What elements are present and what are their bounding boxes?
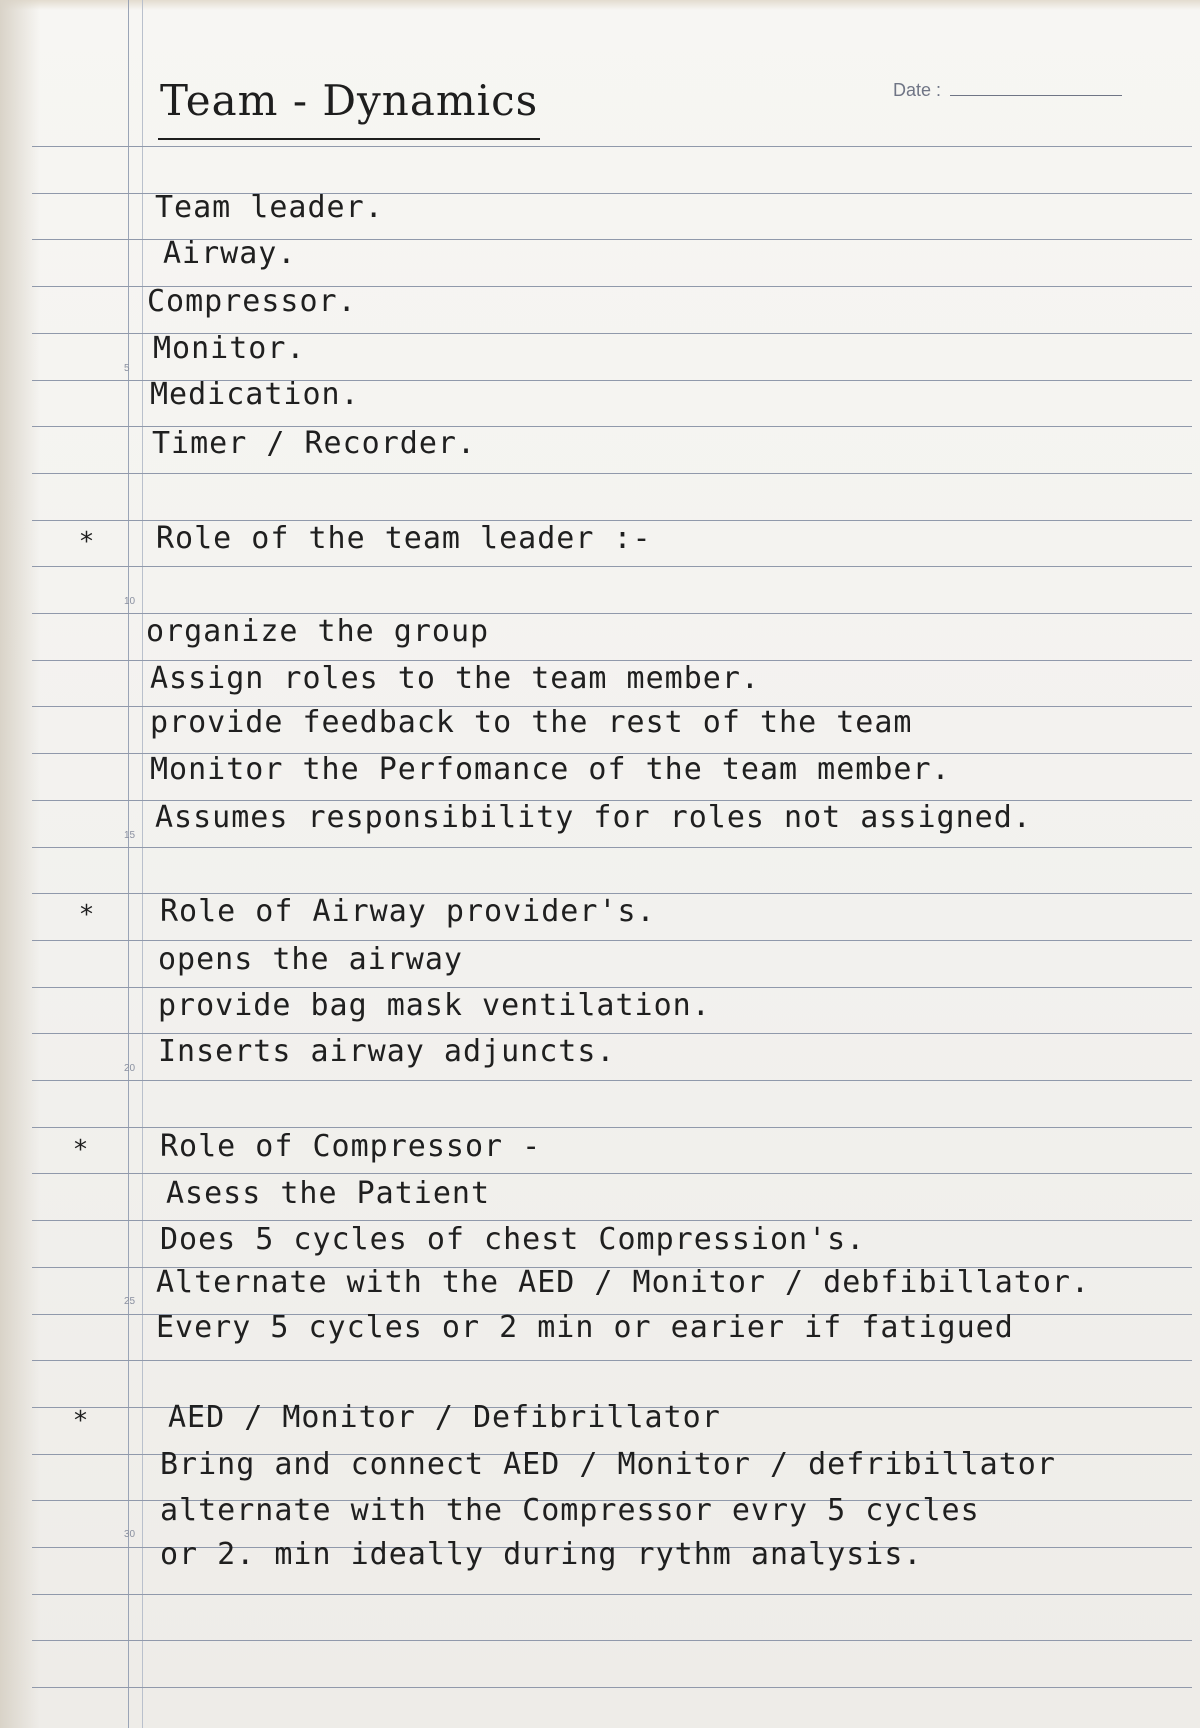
team-role-item: Team leader.	[155, 190, 384, 225]
list-item: Every 5 cycles or 2 min or earier if fatigued	[156, 1310, 1014, 1345]
date-field-line	[950, 95, 1122, 96]
ruled-line	[32, 1173, 1192, 1174]
section-heading: Role of the team leader :-	[156, 521, 652, 556]
section-heading: AED / Monitor / Defibrillator	[168, 1400, 721, 1435]
line-number: 25	[124, 1296, 136, 1307]
section-heading: Role of Compressor -	[160, 1129, 542, 1164]
list-item: Assumes responsibility for roles not assigned.	[155, 800, 1032, 835]
team-role-item: Airway.	[163, 236, 297, 271]
bullet-star: *	[74, 1406, 87, 1436]
line-number: 20	[124, 1063, 136, 1074]
ruled-line	[32, 1127, 1192, 1128]
line-number: 15	[124, 830, 136, 841]
team-role-item: Timer / Recorder.	[152, 426, 477, 461]
team-role-item: Monitor.	[153, 331, 306, 366]
team-role-item: Medication.	[150, 377, 360, 412]
list-item: Inserts airway adjuncts.	[158, 1034, 616, 1069]
ruled-line	[32, 1687, 1192, 1688]
ruled-line	[32, 1360, 1192, 1361]
line-number: 5	[124, 363, 130, 374]
page-binding-edge	[0, 0, 40, 1728]
list-item: or 2. min ideally during rythm analysis.	[160, 1537, 923, 1572]
ruled-line	[32, 1220, 1192, 1221]
ruled-line	[32, 473, 1192, 474]
ruled-line	[32, 847, 1192, 848]
bullet-star: *	[80, 900, 93, 930]
list-item: Does 5 cycles of chest Compression's.	[160, 1222, 866, 1257]
page-title: Team - Dynamics	[160, 76, 539, 125]
list-item: Alternate with the AED / Monitor / debfibillator.	[156, 1265, 1091, 1300]
ruled-line	[32, 940, 1192, 941]
list-item: provide bag mask ventilation.	[158, 988, 711, 1023]
line-number: 10	[124, 596, 136, 607]
line-number: 30	[124, 1529, 136, 1540]
ruled-line	[32, 1080, 1192, 1081]
page-top-edge	[0, 0, 1200, 10]
list-item: Asess the Patient	[166, 1176, 491, 1211]
list-item: alternate with the Compressor evry 5 cycles	[160, 1493, 980, 1528]
bullet-star: *	[80, 527, 93, 557]
list-item: opens the airway	[158, 942, 463, 977]
list-item: Monitor the Perfomance of the team member.	[150, 752, 951, 787]
list-item: Bring and connect AED / Monitor / defribillator	[160, 1447, 1056, 1482]
team-role-item: Compressor.	[147, 284, 357, 319]
margin-line-inner	[142, 0, 143, 1728]
ruled-line	[32, 146, 1192, 147]
margin-line	[128, 0, 129, 1728]
date-label: Date :	[893, 80, 942, 100]
list-item: Assign roles to the team member.	[150, 661, 760, 696]
list-item: organize the group	[146, 614, 490, 649]
ruled-line	[32, 1594, 1192, 1595]
ruled-line	[32, 566, 1192, 567]
ruled-line	[32, 1640, 1192, 1641]
list-item: provide feedback to the rest of the team	[150, 705, 913, 740]
bullet-star: *	[74, 1135, 87, 1165]
title-underline	[158, 138, 540, 140]
section-heading: Role of Airway provider's.	[160, 894, 656, 929]
